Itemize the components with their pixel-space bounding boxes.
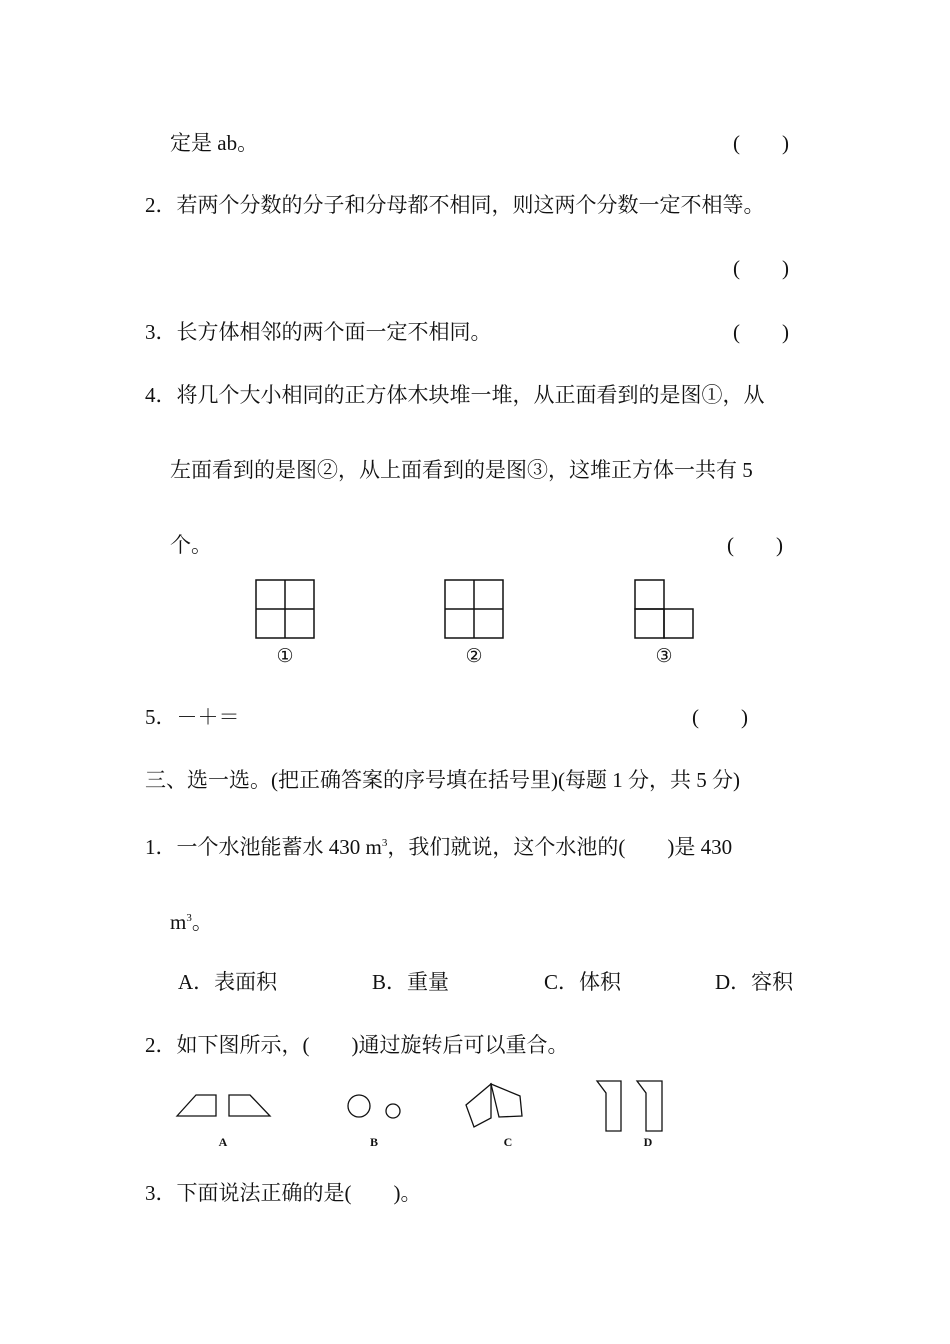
q1-text-b: ，我们就说，这个水池的( )是 430: [387, 835, 733, 859]
view-figure-1: [256, 580, 314, 638]
shape-option-b: [348, 1095, 400, 1118]
option-d[interactable]: D．容积: [715, 970, 794, 994]
choice-question-2: 2．如下图所示，( )通过旋转后可以重合。: [145, 1033, 569, 1057]
q1-period: 。: [191, 910, 213, 934]
answer-blank-1[interactable]: ( ): [733, 131, 789, 155]
question-2: 2．若两个分数的分子和分母都不相同，则这两个分数一定不相等。: [145, 193, 765, 217]
question-4-line1: 4．将几个大小相同的正方体木块堆一堆，从正面看到的是图①，从: [145, 383, 765, 407]
option-b[interactable]: B．重量: [372, 970, 450, 994]
shape-label-a: A: [218, 1135, 228, 1149]
figure-label-3: ③: [655, 646, 673, 667]
answer-blank-5[interactable]: ( ): [692, 705, 748, 729]
question-4-line2: 左面看到的是图②，从上面看到的是图③，这堆正方体一共有 5: [170, 458, 753, 482]
q1-continuation: 定是 ab。: [170, 131, 259, 155]
section-3-heading: 三、选一选。(把正确答案的序号填在括号里)(每题 1 分，共 5 分): [145, 768, 740, 792]
option-c[interactable]: C．体积: [544, 970, 622, 994]
shape-label-b: B: [369, 1135, 379, 1149]
q1-text-a: 1．一个水池能蓄水 430 m: [145, 835, 382, 859]
figure-label-1: ①: [276, 646, 294, 667]
choice-question-1-line1: [145, 831, 732, 859]
shape-option-a: [177, 1095, 270, 1116]
answer-blank-2[interactable]: ( ): [733, 256, 789, 280]
answer-blank-4[interactable]: ( ): [727, 533, 783, 557]
answer-blank-3[interactable]: ( ): [733, 320, 789, 344]
choice-question-3: 3．下面说法正确的是( )。: [145, 1181, 422, 1205]
question-4-line3: 个。: [170, 533, 212, 557]
choice-question-1-line2: [170, 906, 213, 934]
view-figure-3: [635, 580, 693, 638]
question-3: 3．长方体相邻的两个面一定不相同。: [145, 320, 492, 344]
superscript-3: 3: [381, 837, 388, 849]
figure-label-2: ②: [465, 646, 483, 667]
question-5: 5．－＋＝: [145, 705, 240, 729]
option-a[interactable]: A．表面积: [178, 970, 278, 994]
view-figure-2: [445, 580, 503, 638]
shape-option-d: [597, 1081, 662, 1131]
shape-label-d: D: [643, 1135, 653, 1149]
superscript-3: 3: [186, 912, 192, 924]
shape-option-c: [466, 1084, 522, 1127]
q1-unit: m: [170, 910, 187, 934]
shape-label-c: C: [503, 1135, 513, 1149]
